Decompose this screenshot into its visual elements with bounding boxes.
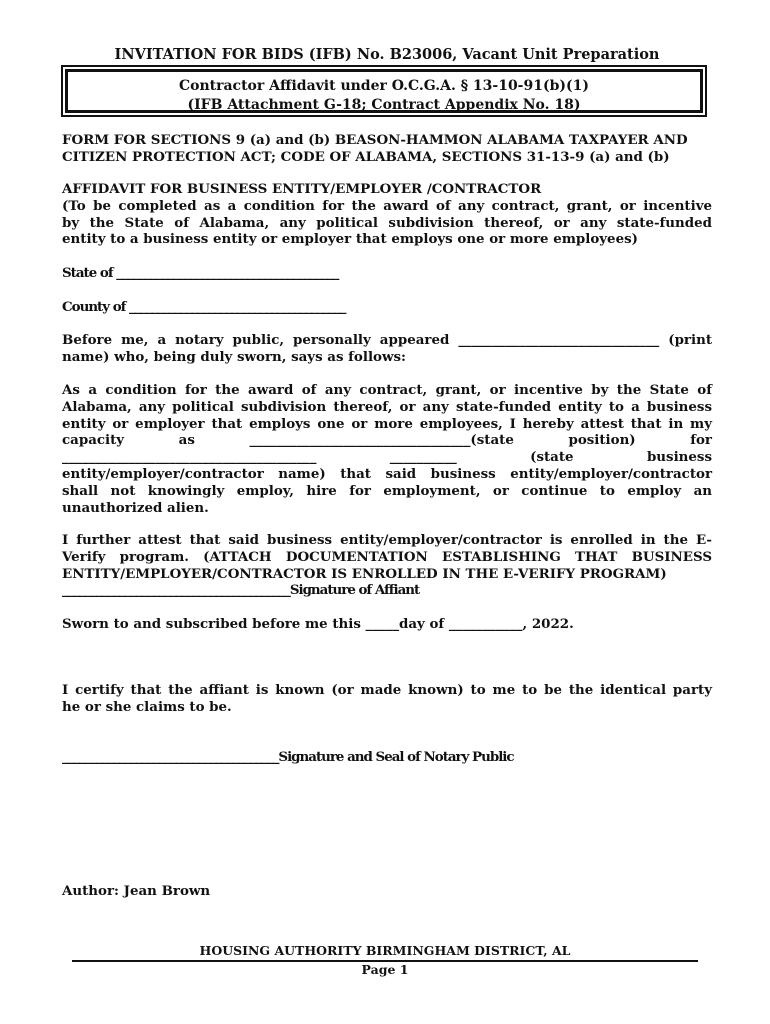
attachment-reference: (IFB Attachment G-18; Contract Appendix No. 18) (187, 97, 581, 113)
sworn-statement (62, 616, 712, 633)
capacity-line: capacity as _________________________________(state position) for (62, 432, 712, 449)
everify-line: I further attest that said business entity/employer/contractor is enrolled in the E- (62, 532, 712, 548)
title-box-inner (65, 69, 703, 113)
certify-paragraph (62, 682, 712, 716)
everify-line: Verify program. (ATTACH DOCUMENTATION ESTABLISHING THAT BUSINESS (62, 548, 712, 565)
form-sections-paragraph (62, 132, 712, 166)
page-number: Page 1 (361, 962, 409, 977)
affidavit-note-line: by the State of Alabama, any political subdivision thereof, or any state-funded (62, 214, 712, 231)
sworn-line: Sworn to and subscribed before me this _____day of ___________, 2022. (62, 616, 574, 632)
everify-paragraph (62, 532, 712, 599)
county-field-label: County of ______________________________________ (62, 299, 346, 315)
condition-line: As a condition for the award of any contract, grant, or incentive by the State of (62, 382, 712, 398)
condition-line: entity/employer/contractor name) that said business entity/employer/contractor (62, 465, 712, 482)
affidavit-note-line: entity to a business entity or employer that employs one or more employees) (62, 231, 638, 248)
affidavit-note-line: (To be completed as a condition for the award of any contract, grant, or incentive (62, 197, 712, 214)
page-title: INVITATION FOR BIDS (IFB) No. B23006, Vacant Unit Preparation (114, 46, 660, 63)
affidavit-code-title: Contractor Affidavit under O.C.G.A. § 13-10-91(b)(1) (178, 78, 590, 94)
condition-line: unauthorized alien. (62, 499, 209, 516)
state-field[interactable] (62, 265, 712, 282)
condition-paragraph (62, 382, 712, 516)
condition-line: entity or employer that employs one or more employees, I hereby attest that in my (62, 415, 712, 432)
title-box (61, 65, 707, 117)
affidavit-heading: AFFIDAVIT FOR BUSINESS ENTITY/EMPLOYER /CONTRACTOR (62, 181, 542, 197)
notary-signature-line: ______________________________________Signature and Seal of Notary Public (62, 749, 514, 765)
state-field-label: State of _______________________________________ (62, 265, 339, 281)
footer-organization: HOUSING AUTHORITY BIRMINGHAM DISTRICT, AL (199, 943, 571, 958)
notary-signature[interactable] (62, 749, 712, 766)
affidavit-heading-block (62, 181, 712, 248)
entity-name-line: ______________________________________ __________ (state business (62, 449, 712, 466)
affiant-signature-line[interactable]: ________________________________________Signature of Affiant (62, 582, 420, 599)
certify-line: I certify that the affiant is known (or made known) to me to be the identical party (62, 682, 712, 698)
condition-line: Alabama, any political subdivision thereof, or any state-funded entity to a business (62, 398, 712, 415)
notary-intro-paragraph (62, 332, 712, 366)
author-line: Author: Jean Brown (62, 883, 211, 899)
notary-intro-line: name) who, being duly sworn, says as follows: (62, 348, 406, 365)
form-sections-line: FORM FOR SECTIONS 9 (a) and (b) BEASON-HAMMON ALABAMA TAXPAYER AND (62, 132, 688, 148)
notary-intro-line: Before me, a notary public, personally appeared ______________________________ (print (62, 332, 712, 348)
certify-line: he or she claims to be. (62, 698, 232, 715)
everify-line: ENTITY/EMPLOYER/CONTRACTOR IS ENROLLED IN THE E-VERIFY PROGRAM) (62, 565, 667, 582)
form-sections-line: CITIZEN PROTECTION ACT; CODE OF ALABAMA, SECTIONS 31-13-9 (a) and (b) (62, 148, 670, 165)
condition-line: shall not knowingly employ, hire for employment, or continue to employ an (62, 482, 712, 499)
county-field[interactable] (62, 299, 712, 316)
